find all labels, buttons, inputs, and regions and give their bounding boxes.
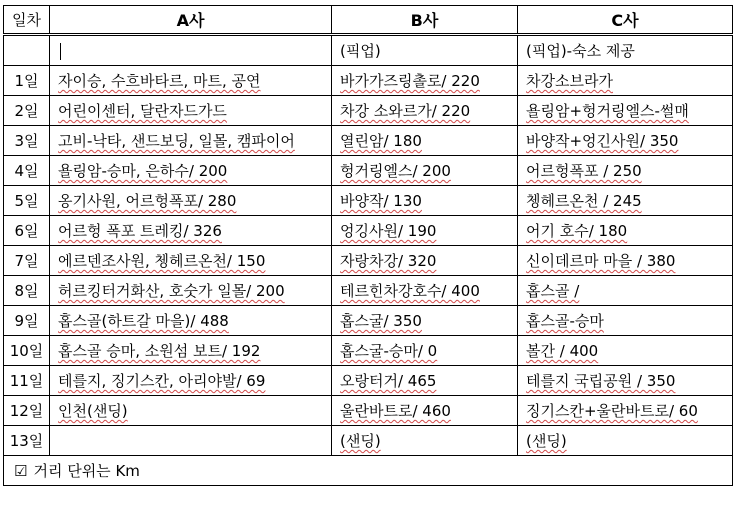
subheader-a-cell[interactable]: [50, 35, 332, 66]
day-cell-text: 8일: [14, 282, 39, 300]
company-a-cell-text: 에르덴조사원, 쳉헤르온천/ 150: [58, 252, 266, 270]
table-row: [4, 216, 733, 246]
company-b-cell-text: 바양작/ 130: [340, 192, 422, 210]
company-c-cell: [518, 366, 733, 396]
day-cell-text: 10일: [9, 342, 44, 360]
day-cell: [4, 186, 50, 216]
company-c-cell: [518, 126, 733, 156]
company-c-cell: [518, 276, 733, 306]
header-row: [4, 6, 733, 35]
company-c-cell-text: 욜링암+헝거링엘스-썰매: [526, 102, 689, 120]
company-b-cell-text: (샌딩): [340, 432, 381, 450]
company-c-cell: [518, 216, 733, 246]
header-day: 일차: [4, 6, 50, 35]
company-a-cell: [50, 246, 332, 276]
company-c-cell: [518, 396, 733, 426]
company-b-cell-text: 테르힌차강호수/ 400: [340, 282, 480, 300]
day-cell-text: 7일: [14, 252, 39, 270]
company-b-cell: [332, 216, 518, 246]
table-row: [4, 186, 733, 216]
day-cell: [4, 156, 50, 186]
company-b-cell: [332, 306, 518, 336]
subheader-day-cell: [4, 35, 50, 66]
day-cell: [4, 306, 50, 336]
footnote-row: [4, 456, 733, 486]
company-a-cell-text: 자이승, 수흐바타르, 마트, 공연: [58, 72, 261, 90]
subheader-row: [4, 35, 733, 66]
company-a-cell: [50, 426, 332, 456]
company-c-cell-text: 어르헝폭포 / 250: [526, 162, 642, 180]
day-cell: [4, 276, 50, 306]
company-c-cell-text: 테를지 국립공원 / 350: [526, 372, 676, 390]
company-c-cell-text: 쳉헤르온천 / 245: [526, 192, 642, 210]
table-row: [4, 126, 733, 156]
day-cell-text: 12일: [9, 402, 44, 420]
company-b-cell: [332, 186, 518, 216]
day-cell-text: 3일: [14, 132, 39, 150]
header-company-c: C사: [518, 6, 733, 35]
table-row: [4, 426, 733, 456]
company-c-cell: [518, 96, 733, 126]
company-b-cell: [332, 396, 518, 426]
day-cell-text: 9일: [14, 312, 39, 330]
table-row: [4, 366, 733, 396]
day-cell: [4, 336, 50, 366]
table-row: [4, 396, 733, 426]
company-b-cell: [332, 66, 518, 96]
company-b-cell-text: 오랑터거/ 465: [340, 372, 437, 390]
itinerary-table: [3, 5, 733, 486]
company-b-cell-text: 헝거링엘스/ 200: [340, 162, 451, 180]
day-cell: [4, 66, 50, 96]
table-row: [4, 156, 733, 186]
company-b-cell-text: 홉스굴-승마/ 0: [340, 342, 438, 360]
company-a-cell-text: 어린이센터, 달란자드가드: [58, 102, 227, 120]
company-a-cell: [50, 126, 332, 156]
document-page: [3, 5, 733, 486]
company-b-cell: [332, 426, 518, 456]
company-b-cell: [332, 126, 518, 156]
day-cell: [4, 366, 50, 396]
company-c-cell-text: 홉스골 /: [526, 282, 580, 300]
table-row: [4, 276, 733, 306]
company-b-cell: [332, 366, 518, 396]
day-cell-text: 6일: [14, 222, 39, 240]
company-a-cell-text: 옹기사원, 어르헝폭포/ 280: [58, 192, 237, 210]
company-a-cell-text: 어르헝 폭포 트레킹/ 326: [58, 222, 222, 240]
company-c-cell: [518, 306, 733, 336]
company-c-cell-text: (샌딩): [526, 432, 567, 450]
subheader-c-cell: (픽업)-숙소 제공: [518, 35, 733, 66]
company-c-cell: [518, 246, 733, 276]
table-row: [4, 336, 733, 366]
footnote-cell: [4, 456, 733, 486]
company-c-cell-text: 어기 호수/ 180: [526, 222, 628, 240]
company-b-cell: [332, 336, 518, 366]
company-a-cell-text: 욜링암-승마, 은하수/ 200: [58, 162, 228, 180]
company-c-cell: [518, 66, 733, 96]
company-c-cell-text: 차강소브라가: [526, 72, 613, 90]
company-a-cell-text: 홉스골(하트갈 마을)/ 488: [58, 312, 229, 330]
company-b-cell-text: 울란바트로/ 460: [340, 402, 451, 420]
company-a-cell-text: 고비-낙타, 샌드보딩, 일몰, 캠파이어: [58, 132, 295, 150]
company-c-cell: [518, 426, 733, 456]
company-b-cell: [332, 96, 518, 126]
table-row: [4, 306, 733, 336]
day-cell: [4, 426, 50, 456]
day-cell: [4, 246, 50, 276]
company-a-cell: [50, 306, 332, 336]
company-c-cell-text: 바양작+엉긴사원/ 350: [526, 132, 679, 150]
company-c-cell-text: 홉스골-승마: [526, 312, 604, 330]
company-b-cell-text: 엉깅사원/ 190: [340, 222, 437, 240]
company-a-cell: [50, 66, 332, 96]
company-a-cell-text: 테를지, 징기스칸, 아리야발/ 69: [58, 372, 266, 390]
day-cell: [4, 126, 50, 156]
company-c-cell-text: 신이데르마 마을 / 380: [526, 252, 676, 270]
company-a-cell: [50, 96, 332, 126]
company-a-cell: [50, 216, 332, 246]
day-cell: [4, 216, 50, 246]
company-a-cell: [50, 336, 332, 366]
company-a-cell: [50, 156, 332, 186]
company-a-cell: [50, 366, 332, 396]
footnote-text: 거리 단위는 Km: [33, 462, 140, 480]
checkbox-icon: ☑: [14, 462, 28, 480]
table-row: [4, 66, 733, 96]
day-cell-text: 4일: [14, 162, 39, 180]
day-cell: [4, 96, 50, 126]
header-company-b: B사: [332, 6, 518, 35]
company-b-cell: [332, 156, 518, 186]
day-cell: [4, 396, 50, 426]
company-c-cell-text: 볼간 / 400: [526, 342, 599, 360]
table-row: [4, 246, 733, 276]
day-cell-text: 11일: [9, 372, 44, 390]
company-b-cell-text: 바가가즈링촐로/ 220: [340, 72, 480, 90]
company-b-cell-text: 열린암/ 180: [340, 132, 422, 150]
company-c-cell: [518, 336, 733, 366]
company-b-cell: [332, 246, 518, 276]
company-a-cell: [50, 186, 332, 216]
day-cell-text: 5일: [14, 192, 39, 210]
day-cell-text: 2일: [14, 102, 39, 120]
subheader-b-cell: (픽업): [332, 35, 518, 66]
company-b-cell-text: 홉스굴/ 350: [340, 312, 422, 330]
company-c-cell: [518, 156, 733, 186]
company-b-cell-text: 차강 소와르가/ 220: [340, 102, 471, 120]
day-cell-text: 13일: [9, 432, 44, 450]
company-b-cell-text: 자랑차강/ 320: [340, 252, 437, 270]
company-a-cell-text: 인천(샌딩): [58, 402, 128, 420]
table-row: [4, 96, 733, 126]
header-company-a: A사: [50, 6, 332, 35]
company-a-cell-text: 홉스골 승마, 소원섬 보트/ 192: [58, 342, 261, 360]
company-b-cell: [332, 276, 518, 306]
day-cell-text: 1일: [14, 72, 39, 90]
company-c-cell-text: 징기스칸+울란바트로/ 60: [526, 402, 698, 420]
text-cursor: [60, 43, 61, 60]
company-a-cell: [50, 396, 332, 426]
company-a-cell-text: 허르킹터거화산, 호숫가 일몰/ 200: [58, 282, 285, 300]
company-c-cell: [518, 186, 733, 216]
company-a-cell: [50, 276, 332, 306]
